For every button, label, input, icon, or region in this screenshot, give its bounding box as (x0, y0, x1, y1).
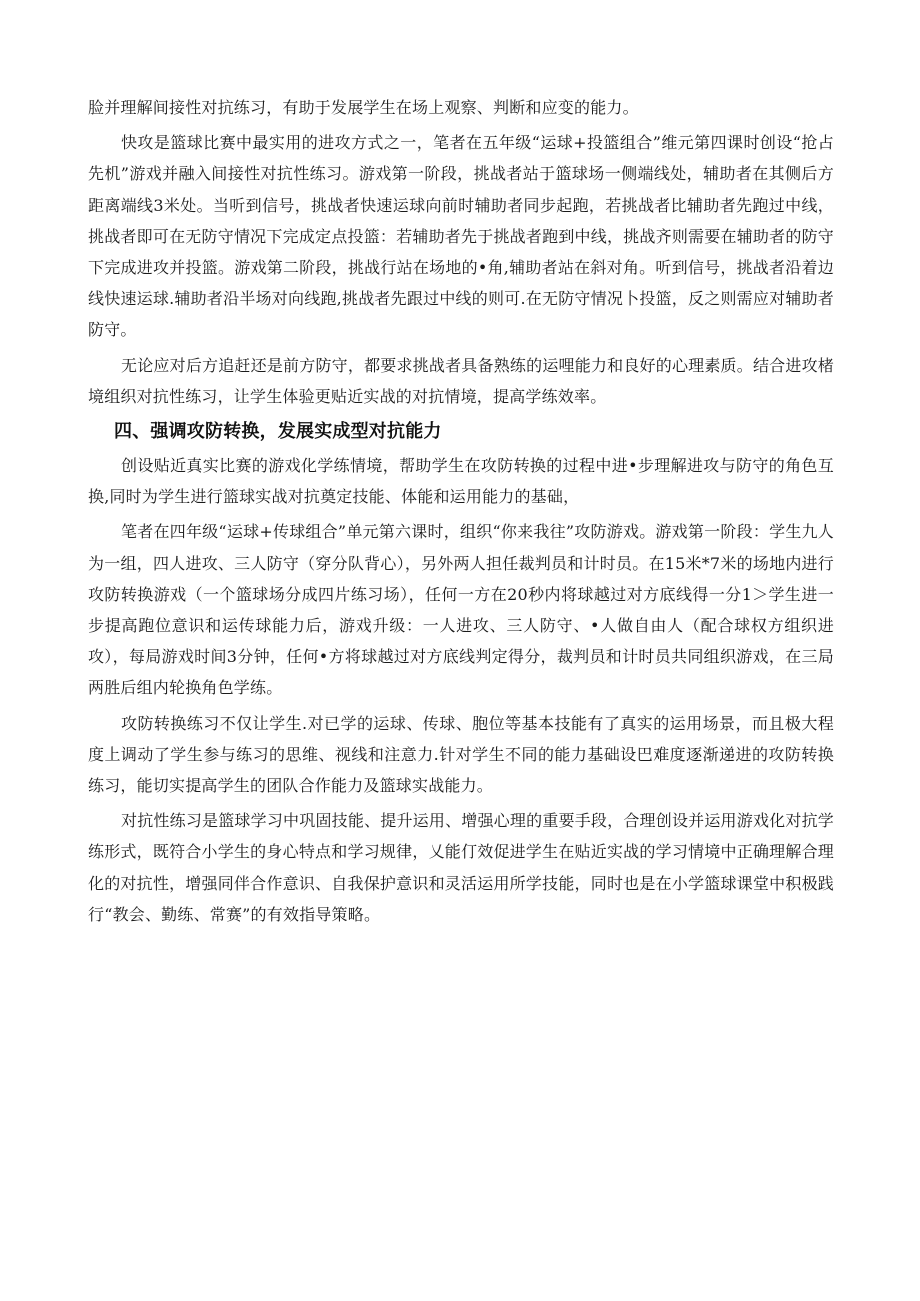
paragraph-game-summary: 无论应对后方追赶还是前方防守，都要求挑战者具备熟练的运哩能力和良好的心理素质。结合进攻楮境组织对抗性练习，让学生体验更贴近实战的对抗情境，提高学练效率。 (88, 355, 834, 406)
paragraph-continuation: 脸并理解间接性对抗练习，有助于发展学生在场上观察、判断和应变的能力。 (88, 98, 639, 117)
paragraph-fast-break-game: 快攻是篮球比赛中最实用的进攻方式之一，笔者在五年级“运球+投篮组合”维元第四课时创设“抢占先机”游戏并融入间接性对抗性练习。游戏第一阶段，挑战者站于篮球场一侧端线处，辅助者在其侧后方距离端线3米处。当听到信号，挑战者快速运球向前时辅助者同步起跑，若挑战者比辅助者先跑过中线，挑战者即可在无防守情况下完成定点投篮：若辅助者先于挑战者跑到中线，挑战齐则需要在辅助者的防守下完成进攻并投篮。游戏第二阶段，挑战行站在场地的•角,辅助者站在斜对角。听到信号，挑战者沿着边线快速运球.辅助者沿半场对向线跑,挑战者先跟过中线的则可.在无防守情况卜投篮，反之则需应对辅助者防守。 (88, 133, 834, 340)
paragraph-transition-benefits: 攻防转换练习不仅让学生.对已学的运球、传球、胞位等基本技能有了真实的运用场景，而且极大程度上调动了学生参与练习的思维、视线和注意力.针对学生不同的能力基础设巴难度逐渐递进的攻防转换练习，能切实提高学生的团队合作能力及篮球实战能力。 (88, 713, 834, 796)
paragraph-offense-defense-game: 笔者在四年级“运球+传球组合”单元第六课时，组织“你来我往”攻防游戏。游戏第一阶段：学生九人为一组，四人进攻、三人防守（穿分队背心），另外两人担任裁判员和计时员。在15米*7米的场地内进行攻防转换游戏（一个篮球场分成四片练习场），任何一方在20秒内将球越过对方底线得一分1＞学生进一步提高跑位意识和运传球能力后，游戏升级：一人进攻、三人防守、•人做自由人（配合球权方组织进攻），每局游戏时间3分钟，任何•方将球越过对方底线判定得分，裁判员和计时员共同组织游戏，在三局两胜后组内轮换角色学练。 (88, 522, 834, 698)
paragraph-transition-intro: 创设贴近真实比赛的游戏化学练情境，帮助学生在攻防转换的过程中进•步理解进攻与防守的角色互换,同时为学生进行篮球实战对抗奠定技能、体能和运用能力的基础， (88, 456, 834, 507)
document-body (88, 92, 834, 934)
section-heading-4: 四、强调攻防转换，发展实成型对抗能力 (114, 421, 442, 443)
paragraph-conclusion: 对抗性练习是篮球学习中巩固技能、提升运用、增强心理的重要手段，合理创设并运用游戏化对抗学练形式，既符合小学生的身心特点和学习规律，乂能仃效促进学生在贴近实战的学习情境中正确理解合理化的对抗性，增强同伴合作意识、自我保护意识和灵活运用所学技能，同时也是在小学篮球课堂中积极践行“教会、勤练、常赛”的有效指导策略。 (88, 811, 834, 924)
